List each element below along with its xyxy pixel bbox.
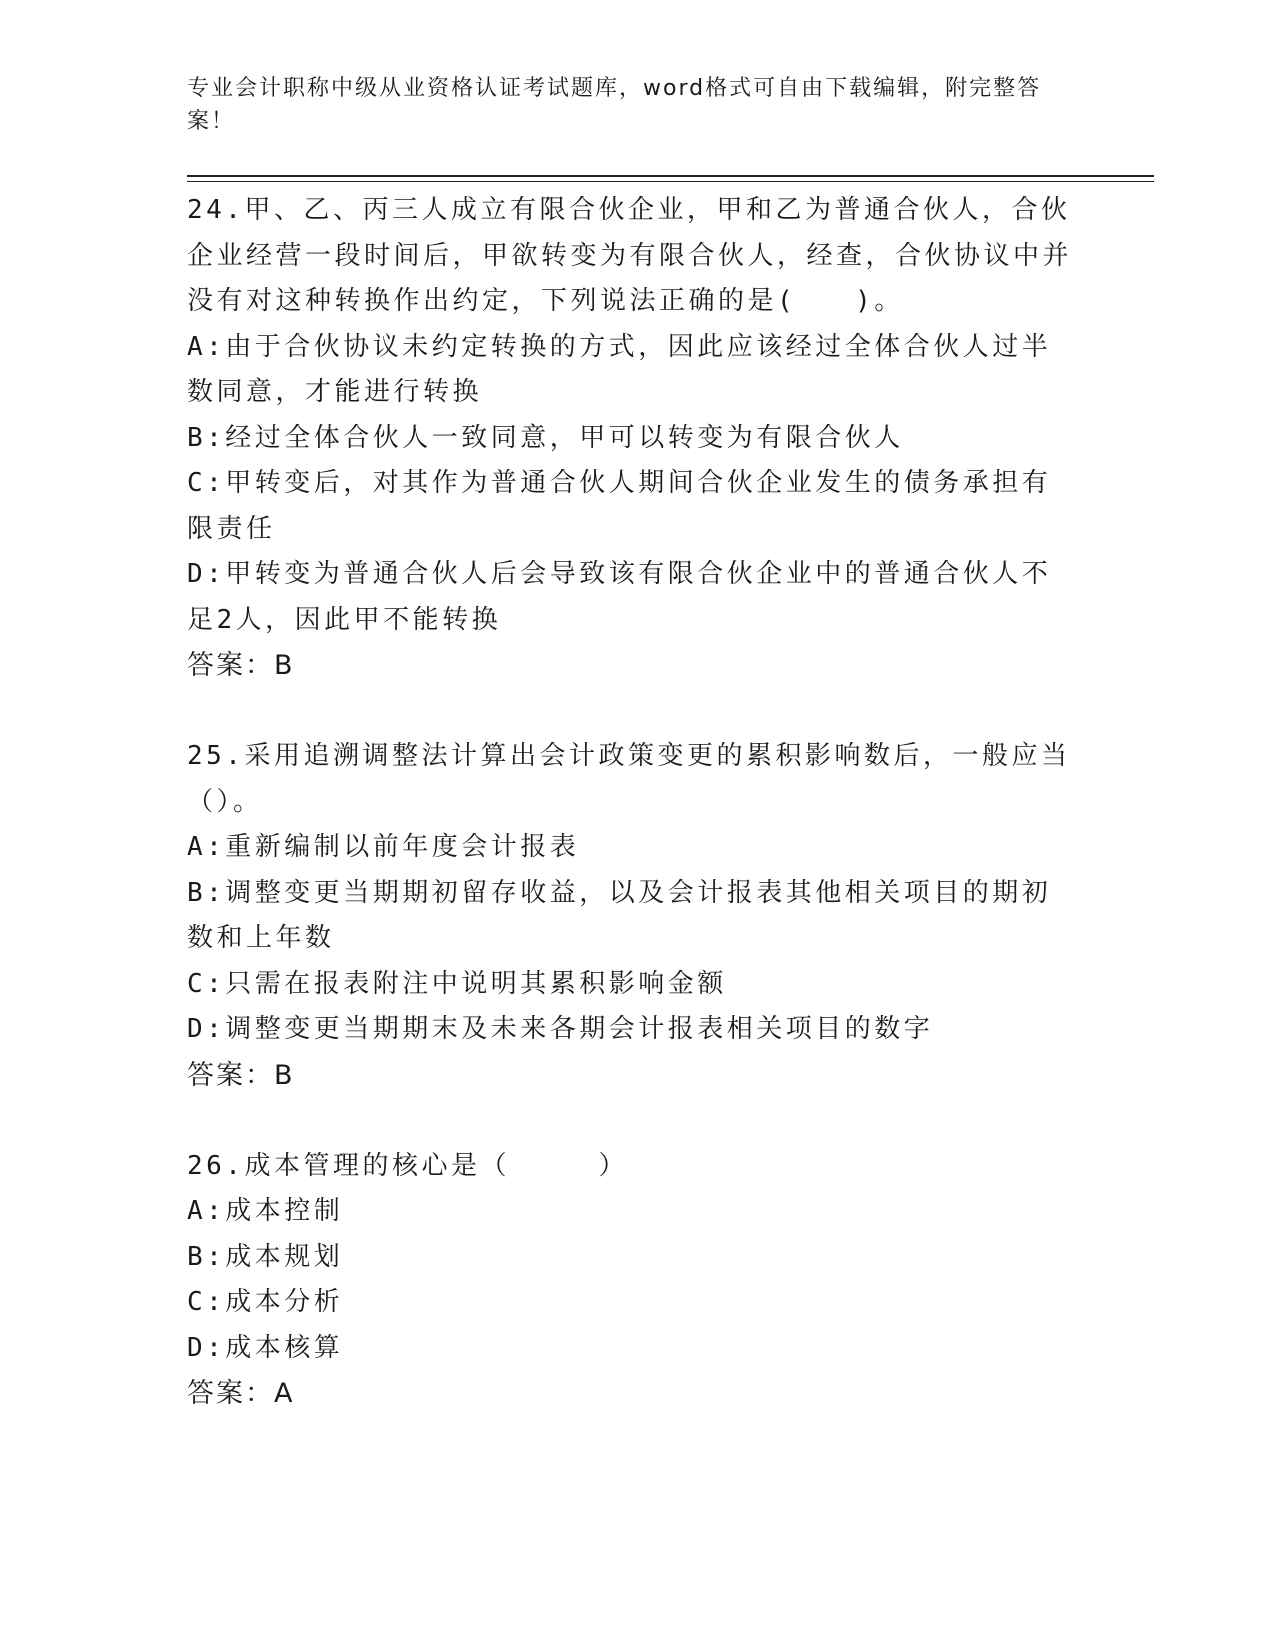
question-stem: 25.采用追溯调整法计算出会计政策变更的累积影响数后，一般应当（）。 [187, 741, 1071, 817]
answer: 答案：B [187, 1059, 295, 1091]
option-c: C:成本分析 [187, 1287, 344, 1317]
question-24 [187, 188, 1077, 689]
option-d: D:调整变更当期期末及未来各期会计报表相关项目的数字 [187, 1014, 934, 1044]
header-rule-thin [187, 181, 1154, 182]
option-c: C:甲转变后，对其作为普通合伙人期间合伙企业发生的债务承担有限责任 [187, 468, 1052, 544]
answer: 答案：A [187, 1378, 295, 1409]
option-c: C:只需在报表附注中说明其累积影响金额 [187, 968, 727, 999]
question-25 [187, 734, 1077, 1099]
option-d: D:甲转变为普通合伙人后会导致该有限合伙企业中的普通合伙人不足2人，因此甲不能转换 [187, 559, 1052, 635]
question-stem: 24.甲、乙、丙三人成立有限合伙企业，甲和乙为普通合伙人，合伙企业经营一段时间后，甲欲转变为有限合伙人，经查，合伙协议中并没有对这种转换作出约定，下列说法正确的是( )。 [187, 195, 1073, 316]
document-page [187, 0, 1087, 1650]
option-a: A:由于合伙协议未约定转换的方式，因此应该经过全体合伙人过半数同意，才能进行转换 [187, 331, 1052, 407]
option-b: B:调整变更当期期初留存收益，以及会计报表其他相关项目的期初数和上年数 [187, 877, 1052, 953]
question-26 [187, 1144, 1077, 1418]
question-stem: 26.成本管理的核心是（ ） [187, 1150, 628, 1181]
header-rule-thick [187, 175, 1154, 177]
document-header: 专业会计职称中级从业资格认证考试题库，word格式可自由下载编辑，附完整答案！ [187, 76, 1042, 134]
question-list [187, 188, 1077, 1462]
option-a: A:成本控制 [187, 1196, 344, 1226]
option-a: A:重新编制以前年度会计报表 [187, 832, 580, 862]
answer: 答案：B [187, 650, 295, 681]
option-d: D:成本核算 [187, 1332, 344, 1363]
option-b: B:经过全体合伙人一致同意，甲可以转变为有限合伙人 [187, 422, 904, 453]
option-b: B:成本规划 [187, 1241, 344, 1272]
